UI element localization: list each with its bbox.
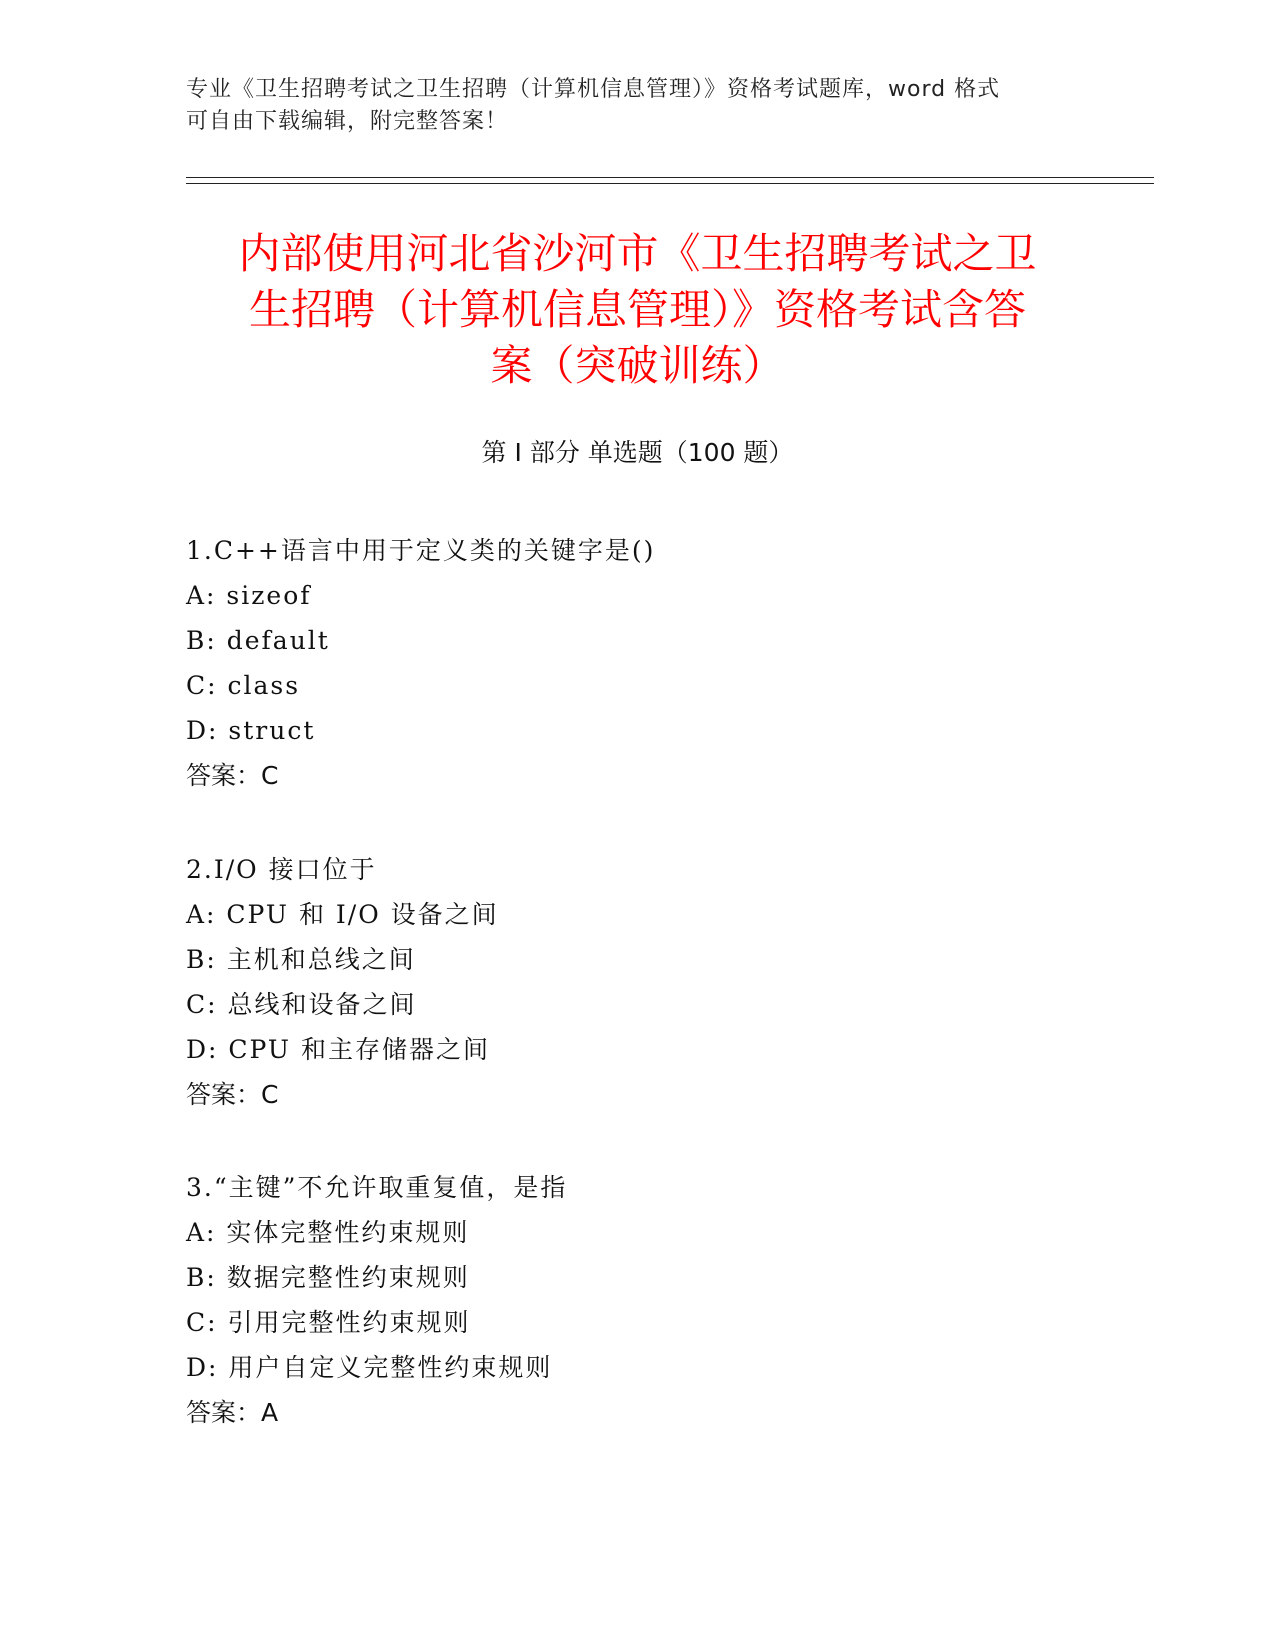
answer-line: 答案：A [186,1398,279,1427]
title-line-2: 生招聘（计算机信息管理）》资格考试含答 [248,285,1026,334]
title-line-1: 内部使用河北省沙河市《卫生招聘考试之卫 [238,229,1037,278]
document-title [186,226,1089,394]
question-stem: 3.“主键”不允许取重复值，是指 [186,1173,568,1202]
option-d: D: 用户自定义完整性约束规则 [186,1353,553,1382]
title-line-3: 案（突破训练） [490,341,785,390]
intro-line-2: 可自由下载编辑，附完整答案！ [186,109,509,134]
question-block [186,1165,1086,1435]
answer-line: 答案：C [186,761,279,790]
option-a: A: CPU 和 I/O 设备之间 [186,900,499,929]
option-a: A: sizeof [186,581,312,610]
option-d: D: CPU 和主存储器之间 [186,1035,490,1064]
section-heading: 第 I 部分 单选题（100 题） [481,438,794,467]
option-b: B: 主机和总线之间 [186,945,416,974]
option-d: D: struct [186,716,316,745]
option-c: C: 引用完整性约束规则 [186,1308,471,1337]
question-block [186,528,1086,798]
question-stem: 2.I/O 接口位于 [186,855,377,884]
intro-text [186,74,1076,138]
answer-line: 答案：C [186,1080,279,1109]
option-c: C: class [186,671,301,700]
header-divider-top [186,177,1154,178]
intro-line-1: 专业《卫生招聘考试之卫生招聘（计算机信息管理）》资格考试题库，word 格式 [186,77,1001,102]
header-divider-bottom [186,183,1154,184]
option-a: A: 实体完整性约束规则 [186,1218,470,1247]
option-c: C: 总线和设备之间 [186,990,417,1019]
option-b: B: default [186,626,330,655]
question-block [186,847,1086,1117]
option-b: B: 数据完整性约束规则 [186,1263,470,1292]
question-stem: 1.C++语言中用于定义类的关键字是() [186,536,656,565]
